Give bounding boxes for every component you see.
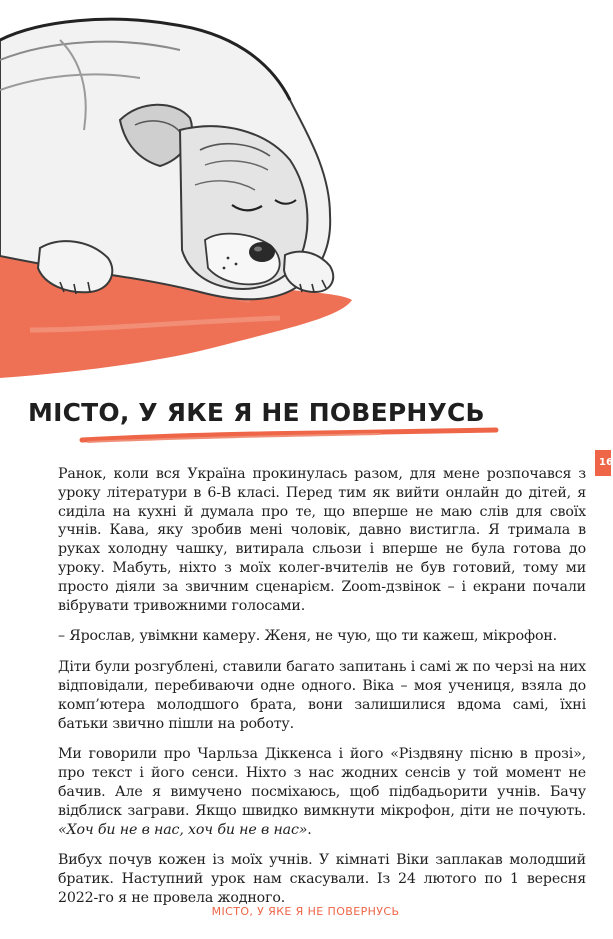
article-title: МІСТО, У ЯКЕ Я НЕ ПОВЕРНУСЬ xyxy=(28,398,485,427)
paragraph-text: Ми говорили про Чарльза Діккенса і його «Різдвяну пісню в прозі», про текст і його сенси. Ніхто з нас жодних сенсів у той момент не бачив. Але я вимучено посміхаюсь, щоб підбадьорити учнів. Бачу відблиск заграви. Якщо швидко вимкнути мікрофон, діти не почують. xyxy=(58,746,586,819)
paragraph: Вибух почув кожен із моїх учнів. У кімнаті Віки заплакав молодший братик. Наступний урок нам скасували. Із 24 лютого по 1 вересня 2022-го я не провела жодного. xyxy=(58,852,586,906)
page-number-tab: 16 xyxy=(595,450,611,476)
paragraph: – Ярослав, увімкни камеру. Женя, не чую, що ти кажеш, мікрофон. xyxy=(58,628,558,645)
paragraph-end: . xyxy=(307,821,312,838)
article-body xyxy=(58,465,586,920)
paragraph: Ранок, коли вся Україна прокинулась разом, для мене розпочався з уроку літератури в 6-В класі. Перед тим як вийти онлайн до дітей, я сиділа на кухні й думала про те, що вперше не маю слів для своїх учнів. Кава, яку зробив мені чоловік, давно вистигла. Я тримала в руках холодну чашку, витирала сльози і вперше не була готова до уроку. Мабуть, ніхто з моїх колег-вчителів не був готовий, тому ми просто діяли за звичним сценарієм. Zoom-дзвінок – і екрани почали вібрувати тривожними голосами. xyxy=(58,466,586,614)
paragraph: Діти були розгублені, ставили багато запитань і самі ж по черзі на них відповідали, перебиваючи одне одного. Віка – моя учениця, взяла до комп’ютера молодшого брата, вони залишилися вдома самі, їхні батьки звично пішли на роботу. xyxy=(58,659,586,732)
paragraph xyxy=(58,745,586,839)
quote: «Хоч би не в нас, хоч би не в нас» xyxy=(58,821,308,838)
running-footer: МІСТО, У ЯКЕ Я НЕ ПОВЕРНУСЬ xyxy=(211,905,400,918)
title-brush-underline xyxy=(80,428,500,444)
sleeping-dog-icon xyxy=(0,0,611,380)
article-title-block xyxy=(28,398,588,450)
dog-illustration xyxy=(0,0,611,380)
